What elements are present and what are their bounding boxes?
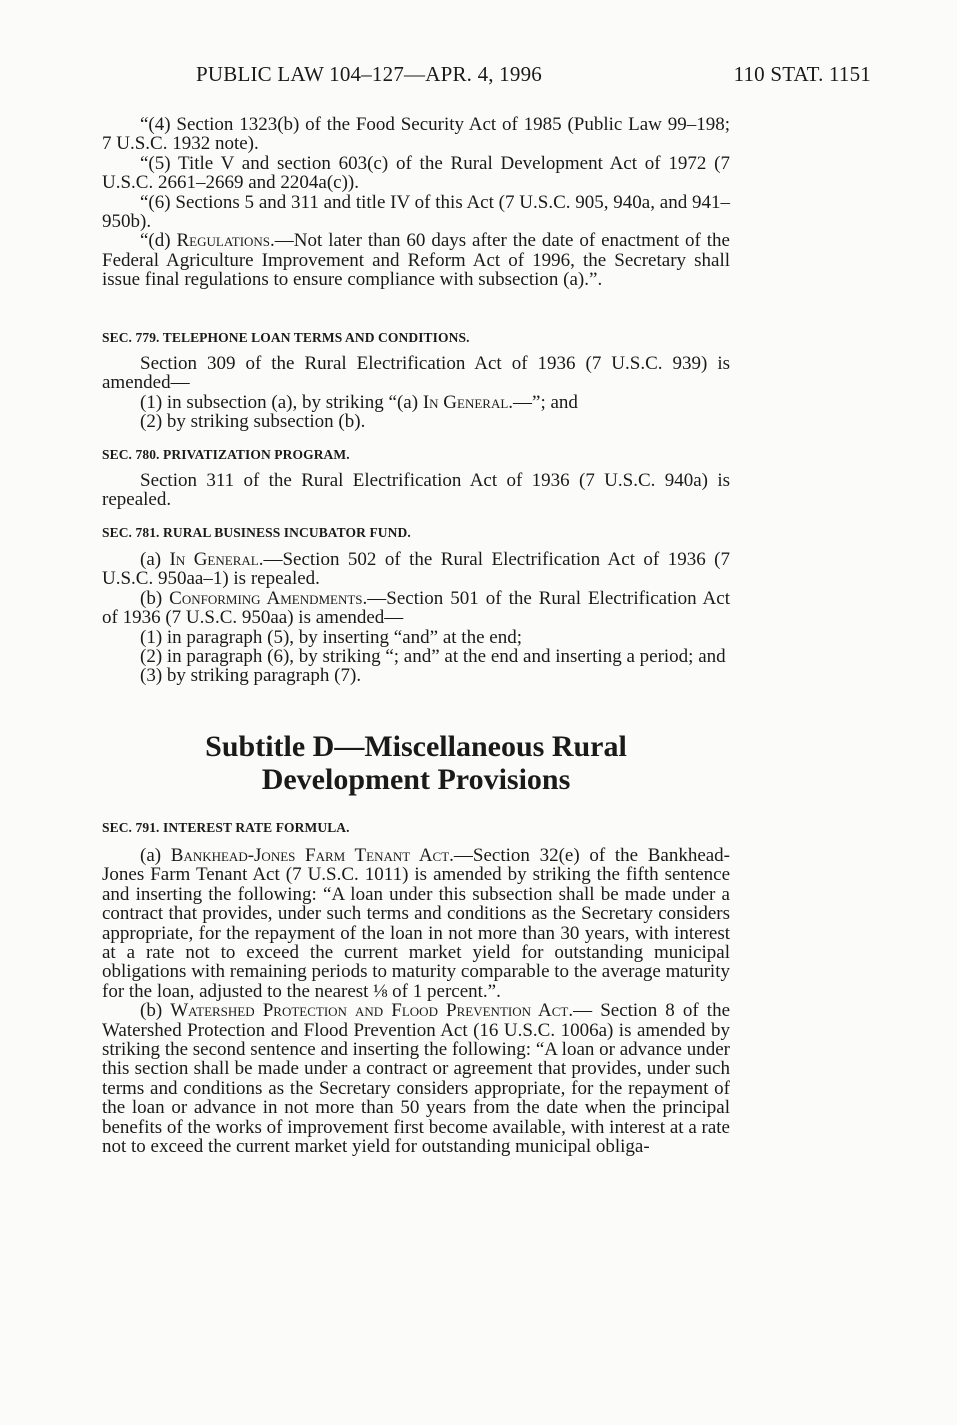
sec-781-a bbox=[102, 550, 730, 589]
sec-780-text: Section 311 of the Rural Electrification Act of 1936 (7 U.S.C. 940a) is repealed. bbox=[102, 470, 730, 511]
sec-781-b-heading: Conforming Amendments bbox=[169, 587, 363, 609]
sec-791-body bbox=[102, 846, 730, 1157]
header-stat-page: 110 STAT. 1151 bbox=[733, 62, 871, 86]
sec-791-b-lead: (b) bbox=[140, 1000, 171, 1022]
subsection-d-lead: “(d) bbox=[140, 230, 177, 252]
sec-791-b-text: .— Section 8 of the Watershed Protection and Flood Prevention Act (16 U.S.C. 1006a) is amended by striking the second sentence and inserting the following: “A loan or advance under this section shall be made under a contract or agreement that provides, under such terms and conditions as the Secretary considers appropriate, for the repayment of the loan or advance in not more than 50 years from the date when the principal benefits of the works of improvement first become available, with interest at a rate not to exceed the current market yield for outstanding municipal obliga- bbox=[102, 1000, 731, 1158]
item-1-text: (1) in subsection (a), by striking “(a) bbox=[140, 391, 423, 413]
sec-779-text: Section 309 of the Rural Electrification Act of 1936 (7 U.S.C. 939) is amended— bbox=[102, 353, 730, 394]
paragraph-6: “(6) Sections 5 and 311 and title IV of this Act (7 U.S.C. 905, 940a, and 941–950b). bbox=[102, 191, 730, 233]
header-law-citation: PUBLIC LAW 104–127—APR. 4, 1996 bbox=[196, 62, 542, 86]
paragraph-4: “(4) Section 1323(b) of the Food Security Act of 1985 (Public Law 99–198; 7 U.S.C. 1932 note). bbox=[102, 114, 730, 155]
paragraph-5: “(5) Title V and section 603(c) of the Rural Development Act of 1972 (7 U.S.C. 2661–2669 and 2204a(c)). bbox=[102, 152, 730, 194]
sec-781-b bbox=[102, 589, 730, 628]
amendment-block-1 bbox=[102, 115, 730, 290]
sec-791-heading: SEC. 791. INTEREST RATE FORMULA. bbox=[102, 820, 350, 835]
sec-781-item-1: (1) in paragraph (5), by inserting “and” at the end; bbox=[140, 626, 522, 648]
sec-781-a-lead: (a) bbox=[140, 549, 170, 570]
sec-781-b-lead: (b) bbox=[140, 587, 170, 609]
sec-781-a-heading: In General bbox=[169, 549, 259, 570]
item-1-end: .—”; and bbox=[508, 391, 578, 413]
sec-779-heading: SEC. 779. TELEPHONE LOAN TERMS AND CONDITIONS. bbox=[102, 330, 470, 345]
sec-791-a-text: .—Section 32(e) of the Bankhead-Jones Farm Tenant Act (7 U.S.C. 1011) is amended by striking the fifth sentence and inserting the following: “A loan under this subsection shall be made under a contract that provides, under such terms and conditions as the Secretary considers appropriate, for the repayment of the loan in not more than 30 years, with interest at a rate not to exceed the current market yield for outstanding municipal obligations with remaining periods to maturity comparable to the average maturity for the loan, adjusted to the nearest ⅛ of 1 percent.”. bbox=[102, 845, 731, 1002]
sec-781-item-3: (3) by striking paragraph (7). bbox=[140, 665, 362, 687]
sec-779-item-1 bbox=[102, 393, 730, 412]
subsection-d-heading: Regulations bbox=[176, 230, 271, 252]
sec-791-b bbox=[102, 1001, 730, 1156]
sec-791-b-heading: Watershed Protection and Flood Prevention Act bbox=[170, 1000, 569, 1022]
sec-781-item-2: (2) in paragraph (6), by striking “; and” at the end and inserting a period; and bbox=[140, 646, 726, 668]
sec-779-body bbox=[102, 354, 730, 432]
subtitle-heading bbox=[102, 730, 730, 796]
sec-780-body bbox=[102, 471, 730, 510]
sec-791-a bbox=[102, 846, 730, 1001]
sec-779-item-2: (2) by striking subsection (b). bbox=[140, 411, 366, 433]
sec-791-a-heading: Bankhead-Jones Farm Tenant Act bbox=[170, 845, 450, 866]
sec-781-body bbox=[102, 550, 730, 686]
sec-781-a-text: .—Section 502 of the Rural Electrification Act of 1936 (7 U.S.C. 950aa–1) is repealed. bbox=[102, 549, 730, 590]
subtitle-line-2: Development Provisions bbox=[261, 763, 571, 796]
sec-781-b-text: .—Section 501 of the Rural Electrification Act of 1936 (7 U.S.C. 950aa) is amended— bbox=[102, 587, 730, 629]
subtitle-line-1: Subtitle D—Miscellaneous Rural bbox=[205, 730, 627, 763]
running-head bbox=[196, 62, 871, 87]
sec-781-heading: SEC. 781. RURAL BUSINESS INCUBATOR FUND. bbox=[102, 525, 411, 540]
sec-791-a-lead: (a) bbox=[140, 845, 171, 866]
subsection-d bbox=[102, 231, 730, 289]
sec-780-heading: SEC. 780. PRIVATIZATION PROGRAM. bbox=[102, 447, 350, 462]
item-1-sc: In General bbox=[422, 391, 509, 413]
subsection-d-text: .—Not later than 60 days after the date of enactment of the Federal Agriculture Improvement and Reform Act of 1996, the Secretary shall issue final regulations to ensure compliance with subsection (a).”. bbox=[102, 230, 730, 291]
